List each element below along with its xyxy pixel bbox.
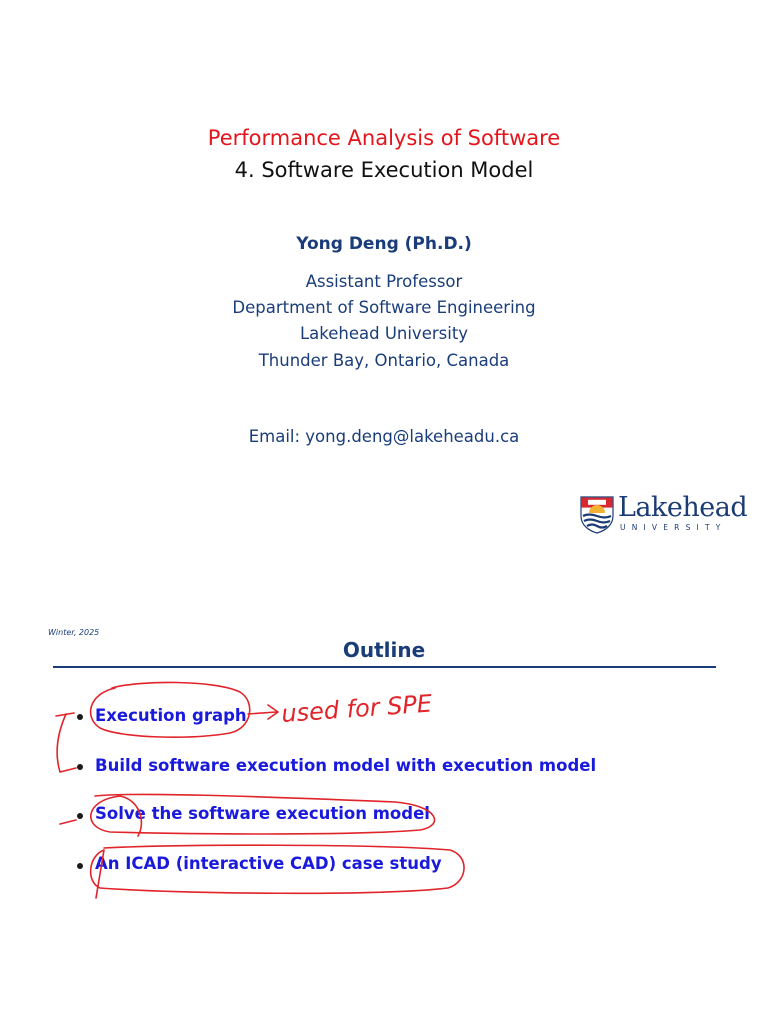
bullet-dot [77,714,83,720]
slide-footer-date: Winter, 2025 [48,628,100,637]
logo-wordmark: Lakehead [618,492,748,523]
bullet-dot [77,863,83,869]
logo-subtext: UNIVERSITY [620,523,727,532]
lakehead-shield-icon [580,496,614,534]
outline-title: Outline [342,638,426,662]
lakehead-logo [580,492,748,536]
lecture-subtitle: 4. Software Execution Model [234,158,534,182]
outline-item-build-model: Build software execution model with execution model [95,756,597,775]
author-department: Department of Software Engineering [232,298,536,317]
author-university: Lakehead University [299,324,469,343]
outline-item-execution-graph: Execution graph [95,706,247,725]
outline-item-case-study: An ICAD (interactive CAD) case study [95,854,442,873]
outline-item-solve-model: Solve the software execution model [95,804,430,823]
lecture-title: Performance Analysis of Software [207,126,561,150]
bullet-dot [77,813,83,819]
author-name: Yong Deng (Ph.D.) [296,234,472,254]
author-position: Assistant Professor [305,272,463,291]
outline-slide [0,600,768,1024]
author-email: Email: yong.deng@lakeheadu.ca [248,427,520,446]
bullet-dot [77,764,83,770]
author-location: Thunder Bay, Ontario, Canada [258,351,510,370]
ink-annotation-text: used for SPE [280,689,433,728]
outline-list [0,600,768,1024]
